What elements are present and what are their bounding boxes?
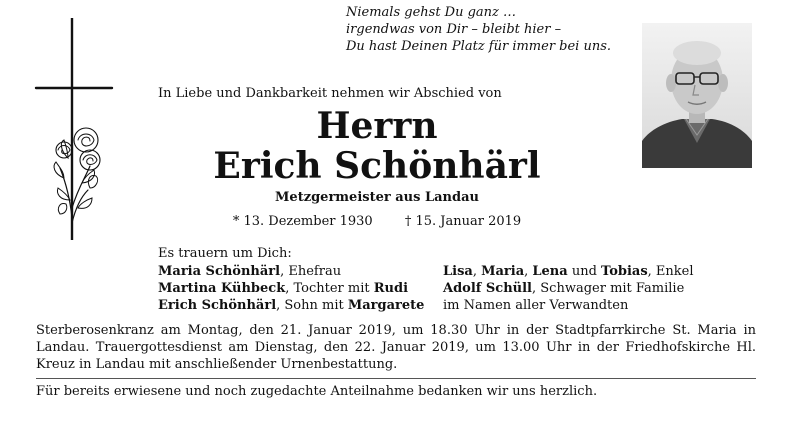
mourners-heading: Es trauern um Dich: bbox=[158, 246, 292, 261]
birth-date: * 13. Dezember 1930 bbox=[232, 214, 373, 229]
mourner-relation: , Schwager mit Familie bbox=[532, 281, 685, 296]
mourner-relation: , Sohn mit bbox=[276, 298, 348, 313]
mourner-row bbox=[443, 280, 694, 297]
mourner-name: Adolf Schüll bbox=[443, 281, 532, 296]
mourners-left bbox=[158, 263, 424, 314]
mourner-row bbox=[158, 280, 424, 297]
mourner-row bbox=[158, 297, 424, 314]
life-dates bbox=[158, 214, 596, 229]
death-date: † 15. Januar 2019 bbox=[404, 214, 522, 229]
mourner-relation: , Ehefrau bbox=[280, 264, 342, 279]
honorific: Herrn bbox=[316, 105, 438, 147]
mourner-row: im Namen aller Verwandten bbox=[443, 298, 629, 313]
grandchild-name: Tobias bbox=[601, 264, 648, 279]
thanks-text: Für bereits erwiesene und noch zugedachte Anteilnahme bedanken wir uns herzlich. bbox=[36, 384, 598, 399]
divider bbox=[36, 378, 756, 379]
mourner-row bbox=[443, 263, 694, 280]
cross-with-rose-icon bbox=[30, 18, 120, 240]
verse bbox=[346, 4, 636, 55]
mourner-relation: , Enkel bbox=[647, 264, 694, 279]
separator: und bbox=[567, 264, 602, 279]
profession: Metzgermeister aus Landau bbox=[275, 190, 479, 205]
mourner-partner: Margarete bbox=[347, 298, 425, 313]
mourners-right bbox=[443, 263, 694, 314]
grandchild-name: Lisa bbox=[443, 264, 473, 279]
verse-line: Du hast Deinen Platz für immer bei uns. bbox=[346, 39, 612, 54]
grandchild-name: Maria bbox=[481, 264, 525, 279]
deceased-name: Erich Schönhärl bbox=[213, 145, 541, 187]
intro-text: In Liebe und Dankbarkeit nehmen wir Abschied von bbox=[158, 86, 502, 101]
mourner-name: Martina Kühbeck bbox=[158, 281, 286, 296]
separator: , bbox=[524, 264, 533, 279]
mourner-name: Erich Schönhärl bbox=[158, 298, 277, 313]
portrait-photo bbox=[642, 23, 752, 168]
mourner-row bbox=[158, 263, 424, 280]
service-info: Sterberosenkranz am Montag, den 21. Januar 2019, um 18.30 Uhr in der Stadtpfarrkirche St. Maria in Landau. Trauergottesdienst am Dienstag, den 22. Januar 2019, um 13.00 Uhr in der Friedhofskirche Hl. Kreuz in Landau mit anschließender Urnenbestattung. bbox=[36, 323, 756, 372]
mourner-relation: , Tochter mit bbox=[285, 281, 374, 296]
grandchild-name: Lena bbox=[532, 264, 568, 279]
verse-line: Niemals gehst Du ganz … bbox=[346, 5, 517, 20]
separator: , bbox=[472, 264, 482, 279]
mourner-partner: Rudi bbox=[373, 281, 409, 296]
mourner-name: Maria Schönhärl bbox=[158, 264, 281, 279]
verse-line: irgendwas von Dir – bleibt hier – bbox=[346, 22, 562, 37]
